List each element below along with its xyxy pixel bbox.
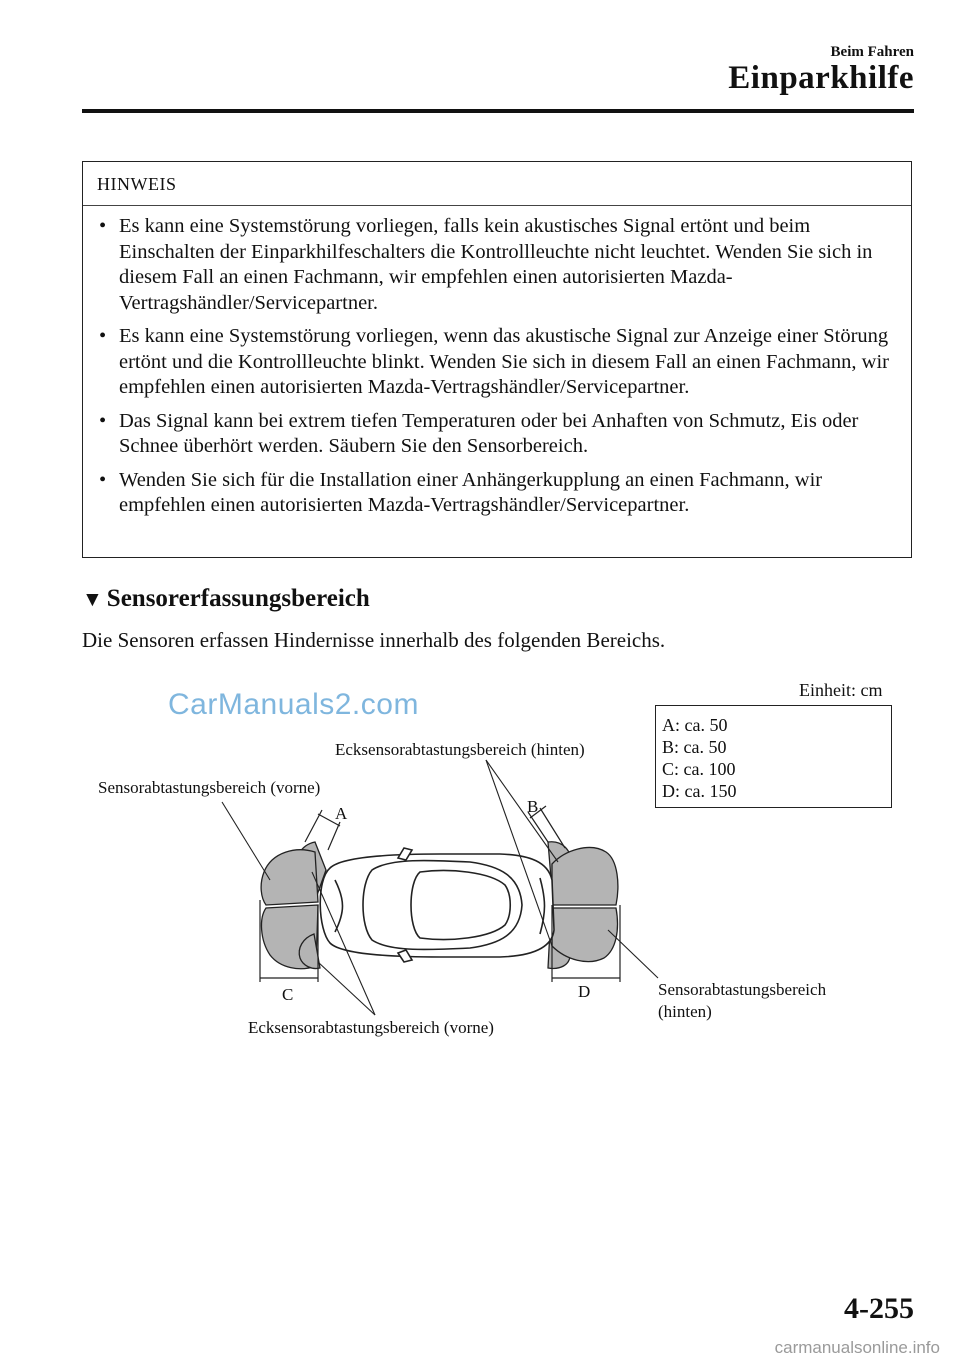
leader-rear-corner-2 (486, 760, 558, 862)
page-number: 4-255 (844, 1292, 914, 1325)
zone-rear-upper (552, 848, 618, 905)
leader-front-corner-2 (318, 962, 375, 1015)
legend-item-d: D: ca. 150 (662, 781, 737, 801)
legend-item-b: B: ca. 50 (662, 737, 727, 757)
label-c: C (282, 985, 294, 1004)
label-front-sensor: Sensorabtastungsbereich (vorne) (98, 778, 321, 797)
legend-box (655, 705, 892, 808)
triangle-marker-icon: ▼ (82, 587, 103, 611)
leader-rear-sensor (608, 930, 658, 978)
leader-front-sensor (222, 802, 270, 880)
note-item-text: Es kann eine Systemstörung vorliegen, falls kein akustisches Signal ertönt und beim Einschalten der Einparkhilfeschalters die Kontrollleuchte nicht leuchtet. Wenden Sie sich in diesem Fall an einen Fachmann, wir empfehlen einen autorisierten Mazda-Vertragshändler/Servicepartner. (119, 215, 873, 314)
watermark-bottom: carmanualsonline.info (774, 1338, 940, 1357)
label-d: D (578, 982, 591, 1001)
note-item-text: Wenden Sie sich für die Installation einer Anhängerkupplung an einen Fachmann, wir empfehlen einen autorisierten Mazda-Vertragshändler/Servicepartner. (119, 468, 823, 516)
note-title: HINWEIS (97, 174, 177, 194)
zone-front-upper (261, 850, 318, 905)
note-item-text: Es kann eine Systemstörung vorliegen, wenn das akustische Signal zur Anzeige einer Störung ertönt und die Kontrollleuchte blinkt. Wenden Sie sich in diesem Fall an einen Fachmann, wir empfehlen einen autorisierten Mazda-Vertragshändler/Servicepartner. (119, 325, 889, 398)
label-rear-sensor-1: Sensorabtastungsbereich (658, 980, 827, 999)
watermark-top: CarManuals2.com (168, 688, 419, 721)
bullet-icon: • (99, 468, 107, 491)
page-title: Einparkhilfe (728, 60, 914, 96)
zone-rear-lower (552, 908, 618, 962)
unit-label: Einheit: cm (799, 680, 883, 700)
bullet-icon: • (99, 409, 107, 432)
bullet-icon: • (99, 215, 107, 237)
intro-text: Die Sensoren erfassen Hindernisse innerhalb des folgenden Bereichs. (82, 628, 666, 652)
legend-item-c: C: ca. 100 (662, 759, 736, 779)
legend-item-a: A: ca. 50 (662, 715, 728, 735)
dim-a-line-2 (328, 822, 340, 850)
label-rear-corner: Ecksensorabtastungsbereich (hinten) (335, 740, 585, 759)
section-heading-text: Sensorerfassungsbereich (106, 585, 370, 612)
label-rear-sensor-2: (hinten) (658, 1002, 712, 1021)
header-section: Beim Fahren (830, 44, 914, 60)
car-outline (320, 848, 554, 962)
label-a: A (335, 804, 348, 823)
label-b: B (527, 797, 539, 816)
bullet-icon: • (99, 325, 107, 347)
note-item-text: Das Signal kann bei extrem tiefen Temperaturen oder bei Anhaften von Schmutz, Eis oder Schnee überhört werden. Säubern Sie den Sensorbereich. (119, 409, 859, 457)
car-body (320, 854, 554, 957)
label-front-corner: Ecksensorabtastungsbereich (vorne) (248, 1018, 494, 1037)
